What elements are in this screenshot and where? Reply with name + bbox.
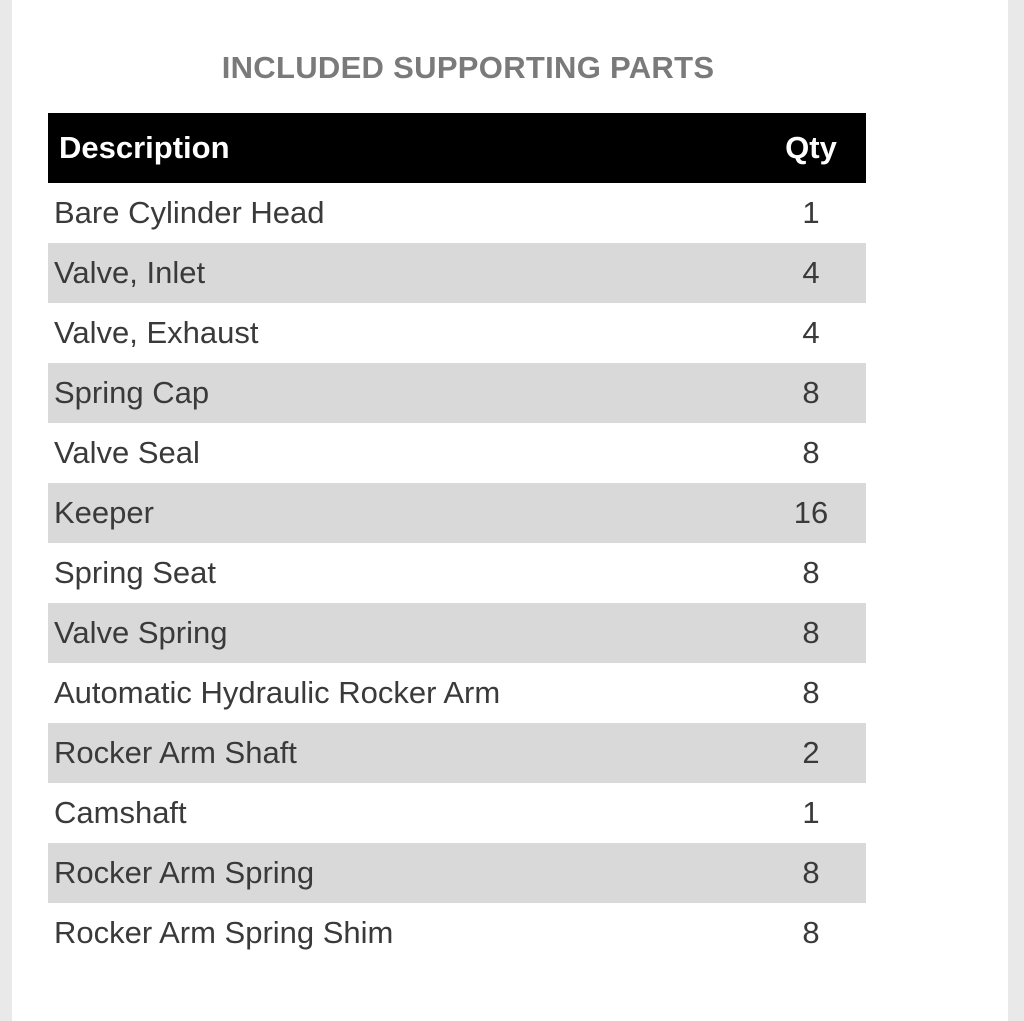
table-row (48, 483, 866, 543)
row-qty: 8 (802, 435, 820, 470)
row-description: Spring Seat (54, 555, 216, 590)
row-description: Camshaft (54, 795, 187, 830)
row-qty: 8 (802, 915, 820, 950)
row-description: Rocker Arm Shaft (54, 735, 297, 770)
row-qty: 4 (802, 315, 820, 350)
parts-table (48, 113, 866, 963)
row-qty: 8 (802, 855, 820, 890)
table-row (48, 903, 866, 963)
row-description: Valve Spring (54, 615, 228, 650)
row-qty: 16 (793, 495, 829, 530)
page-title: INCLUDED SUPPORTING PARTS (221, 50, 715, 85)
header-description: Description (59, 130, 230, 165)
header-qty: Qty (785, 130, 837, 165)
row-description: Automatic Hydraulic Rocker Arm (54, 675, 501, 710)
row-qty: 4 (802, 255, 820, 290)
row-description: Valve, Inlet (54, 255, 206, 290)
row-description: Rocker Arm Spring (54, 855, 315, 890)
table-row (48, 363, 866, 423)
row-description: Valve Seal (54, 435, 200, 470)
table-row (48, 663, 866, 723)
table-row (48, 303, 866, 363)
table-row (48, 183, 866, 243)
row-qty: 8 (802, 675, 820, 710)
page (12, 0, 1008, 1021)
row-description: Keeper (54, 495, 154, 530)
row-qty: 8 (802, 375, 820, 410)
row-qty: 1 (802, 195, 820, 230)
table-row (48, 843, 866, 903)
row-qty: 8 (802, 615, 820, 650)
row-qty: 1 (802, 795, 820, 830)
table-row (48, 783, 866, 843)
table-row (48, 723, 866, 783)
row-description: Bare Cylinder Head (54, 195, 325, 230)
row-qty: 8 (802, 555, 820, 590)
row-description: Rocker Arm Spring Shim (54, 915, 394, 950)
row-description: Valve, Exhaust (54, 315, 259, 350)
table-row (48, 243, 866, 303)
table-row (48, 423, 866, 483)
row-description: Spring Cap (54, 375, 210, 410)
row-qty: 2 (802, 735, 820, 770)
table-header (48, 113, 866, 183)
table-row (48, 543, 866, 603)
table-row (48, 603, 866, 663)
